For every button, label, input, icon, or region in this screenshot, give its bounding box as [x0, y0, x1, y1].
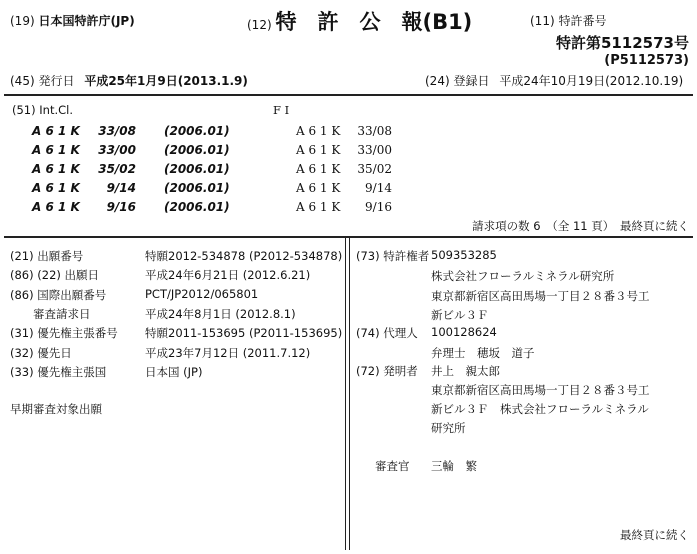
- claims-summary: 請求項の数 6 （全 11 頁） 最終頁に続く: [472, 219, 689, 233]
- office-name: 日本国特許庁(JP): [38, 14, 135, 28]
- registration-number: (24): [425, 74, 450, 88]
- ipc-group: 35/02: [98, 162, 136, 176]
- field-label: 審査請求日: [10, 306, 91, 321]
- patent-code: (P5112573): [604, 53, 689, 68]
- publication-kind: 特 許 公 報(B1): [275, 10, 473, 34]
- field-value: 日本国 (JP): [145, 364, 203, 379]
- fi-code: A 6 1 K: [296, 124, 341, 138]
- examiner-name: 三輪 繁: [431, 459, 477, 473]
- ipc-version: (2006.01): [164, 181, 230, 195]
- patentee-line: 株式会社フローラルミネラル研究所: [431, 269, 615, 283]
- fi-group: 9/16: [365, 200, 392, 214]
- column-divider: [345, 238, 346, 550]
- agent-label: (74) 代理人: [356, 326, 418, 340]
- field-value: 特願2011-153695 (P2011-153695): [145, 326, 343, 341]
- kind-block: [247, 6, 472, 36]
- field-label: (32) 優先日: [10, 345, 72, 360]
- ipc-code: A 6 1 K: [32, 162, 80, 176]
- ipc-code: A 6 1 K: [32, 200, 80, 214]
- kind-number: (12): [247, 18, 272, 32]
- column-divider-2: [349, 238, 350, 550]
- ipc-group: 9/14: [106, 181, 136, 195]
- patent-number-label-block: [530, 12, 606, 29]
- field-value: 特願2012-534878 (P2012-534878): [145, 249, 343, 263]
- ipc-code: A 6 1 K: [32, 181, 80, 195]
- patentee-line: 新ビル３Ｆ: [431, 308, 489, 322]
- fi-label: F I: [273, 103, 290, 117]
- issue-date: 平成25年1月9日(2013.1.9): [84, 74, 248, 88]
- inventor-line: 新ビル３Ｆ 株式会社フローラルミネラル: [431, 402, 649, 416]
- ipc-version: (2006.01): [164, 124, 230, 138]
- office-number: (19): [10, 14, 35, 28]
- ipc-group: 33/08: [98, 124, 136, 138]
- fi-code: A 6 1 K: [296, 200, 341, 214]
- ipc-code: A 6 1 K: [32, 143, 80, 157]
- inventor-line: 研究所: [431, 421, 466, 435]
- field-label: (31) 優先権主張番号: [10, 326, 118, 341]
- field-value: PCT/JP2012/065801: [145, 286, 259, 301]
- fi-group: 33/08: [357, 124, 392, 138]
- continued-note: 最終頁に続く: [620, 528, 689, 542]
- field-value: 平成24年8月1日 (2012.8.1): [145, 306, 296, 321]
- registration-date: 平成24年10月19日(2012.10.19): [499, 74, 684, 88]
- agent-name: 弁理士 穂坂 道子: [431, 346, 535, 360]
- fi-code: A 6 1 K: [296, 162, 341, 176]
- ipc-group: 9/16: [106, 200, 136, 214]
- fi-group: 9/14: [365, 181, 392, 195]
- field-value: 平成23年7月12日 (2011.7.12): [145, 345, 311, 360]
- issue-number: (45): [10, 74, 35, 88]
- fi-code: A 6 1 K: [296, 143, 341, 157]
- patentee-id: 509353285: [431, 248, 497, 262]
- intcl-label: (51) Int.Cl.: [12, 103, 73, 117]
- ipc-version: (2006.01): [164, 200, 230, 214]
- ipc-version: (2006.01): [164, 143, 230, 157]
- patent-number: 特許第5112573号: [555, 34, 689, 52]
- office-block: [10, 12, 135, 29]
- field-label: (21) 出願番号: [10, 249, 84, 263]
- registration-date-block: [425, 72, 683, 89]
- fi-group: 35/02: [357, 162, 392, 176]
- fi-group: 33/00: [357, 143, 392, 157]
- field-label: (86) (22) 出願日: [10, 268, 100, 283]
- ipc-version: (2006.01): [164, 162, 230, 176]
- inventor-line: 東京都新宿区高田馬場一丁目２８番３号工: [431, 383, 650, 397]
- patentee-line: 東京都新宿区高田馬場一丁目２８番３号工: [431, 289, 650, 303]
- patentee-label: (73) 特許権者: [356, 249, 430, 263]
- issue-label: 発行日: [38, 74, 75, 88]
- field-label: (86) 国際出願番号: [10, 287, 107, 302]
- field-label: (33) 優先権主張国: [10, 364, 107, 379]
- header-rule: [4, 94, 693, 96]
- examiner-label: 審査官: [375, 459, 410, 473]
- ipc-group: 33/00: [98, 143, 136, 157]
- patent-number-label: 特許番号: [558, 14, 607, 28]
- early-exam-note: 早期審査対象出願: [10, 402, 102, 416]
- fi-code: A 6 1 K: [296, 181, 341, 195]
- ipc-code: A 6 1 K: [32, 124, 80, 138]
- inventor-line: 井上 親太郎: [431, 364, 500, 378]
- inventor-label: (72) 発明者: [356, 364, 418, 378]
- patent-number-label-num: (11): [530, 14, 555, 28]
- issue-date-block: [10, 72, 248, 89]
- registration-label: 登録日: [453, 74, 490, 88]
- field-value: 平成24年6月21日 (2012.6.21): [145, 268, 311, 283]
- agent-id: 100128624: [431, 325, 497, 339]
